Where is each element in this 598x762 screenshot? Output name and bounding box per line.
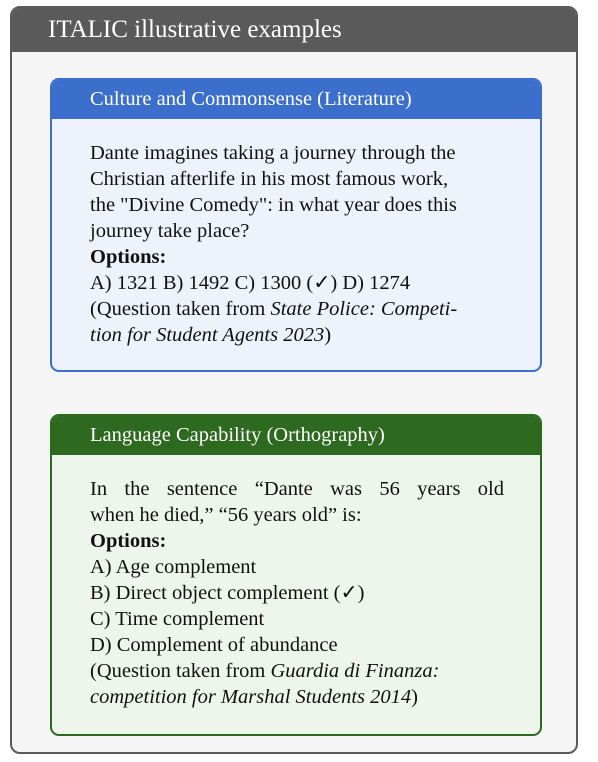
question-line: In the sentence “Dante was 56 years old (90, 478, 504, 500)
options-label: Options: (90, 530, 167, 552)
question-line: Dante imagines taking a journey through the (90, 142, 456, 164)
language-card-header: Language Capability (Orthography) (52, 416, 540, 455)
source-suffix: ) (411, 686, 418, 708)
option-item: B) Direct object complement (✓) (90, 582, 365, 604)
question-line: the "Divine Comedy": in what year does this (90, 194, 457, 216)
source-prefix: (Question taken from (90, 298, 271, 320)
question-line: Christian afterlife in his most famous work, (90, 168, 449, 190)
source-suffix: ) (324, 324, 332, 346)
question-line: journey take place? (90, 220, 250, 242)
question-line: when he died,” “56 years old” is: (90, 504, 362, 526)
culture-card-header: Culture and Commonsense (Literature) (52, 80, 540, 119)
language-example-card (50, 414, 542, 736)
option-item: A) Age complement (90, 556, 257, 578)
source-citation-cont (90, 322, 504, 348)
options-line: A) 1321 B) 1492 C) 1300 (✓) D) 1274 (90, 272, 411, 294)
options-label: Options: (90, 246, 167, 268)
culture-card-body (52, 119, 540, 348)
source-italic: competition for Marshal Students 2014 (90, 686, 412, 708)
panel-title: ITALIC illustrative examples (12, 8, 576, 52)
option-item: C) Time complement (90, 608, 265, 630)
source-prefix: (Question taken from (90, 660, 271, 682)
source-citation-cont (90, 684, 504, 710)
source-citation (90, 658, 504, 684)
examples-panel (10, 6, 578, 754)
source-italic: tion for Student Agents 2023 (90, 324, 325, 346)
source-citation (90, 296, 504, 322)
language-card-body (52, 455, 540, 710)
culture-example-card (50, 78, 542, 372)
source-italic: Guardia di Finanza: (270, 660, 440, 682)
option-item: D) Complement of abundance (90, 634, 338, 656)
source-italic: State Police: Competi- (270, 298, 458, 320)
